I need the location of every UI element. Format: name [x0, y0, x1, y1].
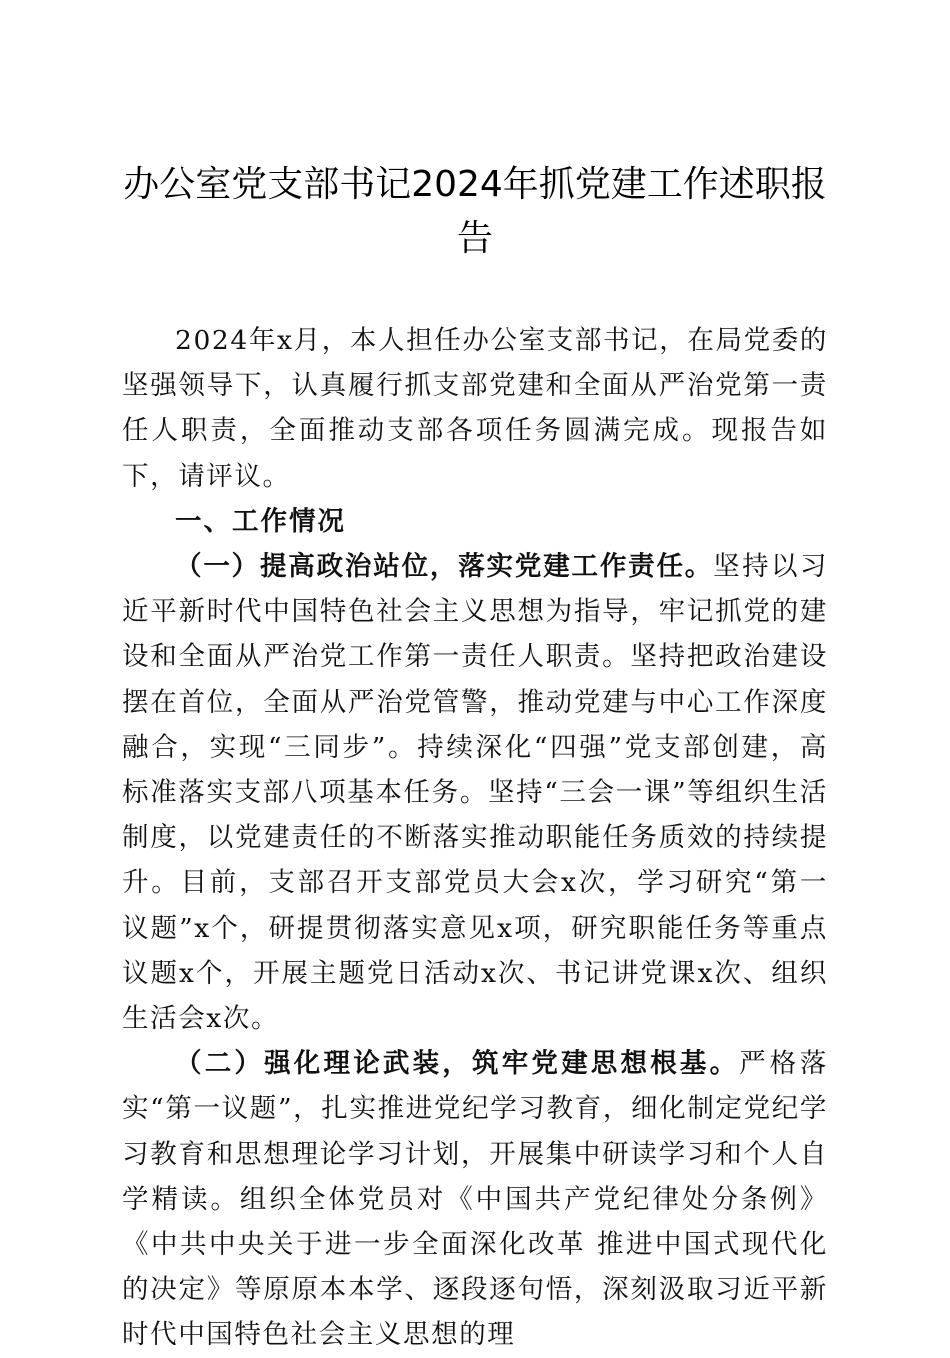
document-body — [122, 318, 828, 1358]
item-1-paragraph — [122, 544, 828, 1041]
item-2-paragraph — [122, 1041, 828, 1357]
intro-paragraph: 2024年x月，本人担任办公室支部书记，在局党委的坚强领导下，认真履行抓支部党建和全面从严治党第一责任人职责，全面推动支部各项任务圆满完成。现报告如下，请评议。 — [122, 325, 828, 492]
item-1-lead: （一）提高政治站位，落实党建工作责任。 — [175, 551, 714, 583]
item-2-text: 严格落实“第一议题”，扎实推进党纪学习教育，细化制定党纪学习教育和思想理论学习计划，开展集中研读学习和个人自学精读。组织全体党员对《中国共产党纪律处分条例》《中共中央关于进一步全面深化改革 推进中国式现代化的决定》等原原本本学、逐段逐句悟，深刻汲取习近平新时代中国特色社会主义思想的理 — [122, 1048, 828, 1351]
section-heading: 一、工作情况 — [175, 505, 346, 537]
document-title: 办公室党支部书记2024年抓党建工作述职报告 — [123, 164, 827, 259]
item-1-text: 坚持以习近平新时代中国特色社会主义思想为指导，牢记抓党的建设和全面从严治党工作第一责任人职责。坚持把政治建设摆在首位，全面从严治党管警，推动党建与中心工作深度融合，实现“三同步”。持续深化“四强”党支部创建，高标准落实支部八项基本任务。坚持“三会一课”等组织生活制度，以党建责任的不断落实推动职能任务质效的持续提升。目前，支部召开支部党员大会x次，学习研究“第一议题”x个，研提贯彻落实意见x项，研究职能任务等重点议题x个，开展主题党日活动x次、书记讲党课x次、组织生活会x次。 — [122, 551, 829, 1035]
item-2-lead: （二）强化理论武装，筑牢党建思想根基。 — [175, 1048, 740, 1080]
